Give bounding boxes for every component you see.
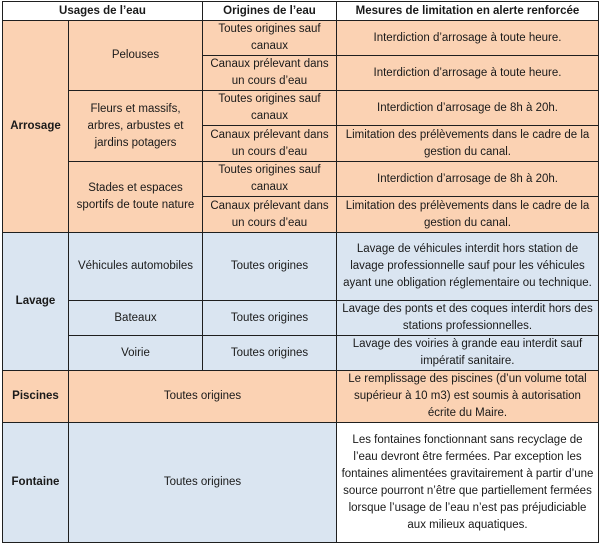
- mesure-cell: Interdiction d’arrosage à toute heure.: [337, 21, 599, 56]
- usage-fleurs: Fleurs et massifs, arbres, arbustes et jardins potagers: [69, 91, 203, 162]
- mesure-cell: Les fontaines fonctionnant sans recyclage de l’eau devront être fermées. Par exception les fontaines alimentées gravitairement à partir d’une source pourront n’être que partiellement fermées lorsque l’usage de l’eau n’est pas préjudiciable aux milieux aquatiques.: [337, 423, 599, 543]
- mesure-cell: Interdiction d’arrosage de 8h à 20h.: [337, 91, 599, 126]
- header-mesures: Mesures de limitation en alerte renforcée: [337, 2, 599, 21]
- category-arrosage: Arrosage: [3, 21, 69, 233]
- origine-cell: Canaux prélevant dans un cours d’eau: [203, 197, 337, 233]
- mesure-cell: Limitation des prélèvements dans le cadre de la gestion du canal.: [337, 126, 599, 162]
- origine-cell: Toutes origines sauf canaux: [203, 162, 337, 197]
- origine-cell: Toutes origines sauf canaux: [203, 91, 337, 126]
- mesure-cell: Interdiction d’arrosage de 8h à 20h.: [337, 162, 599, 197]
- usage-pelouses: Pelouses: [69, 21, 203, 91]
- mesure-cell: Lavage de véhicules interdit hors station de lavage professionnelle sauf pour les véhicules ayant une obligation réglementaire ou technique.: [337, 233, 599, 301]
- category-fontaine: Fontaine: [3, 423, 69, 543]
- mesure-cell: Lavage des voiries à grande eau interdit sauf impératif sanitaire.: [337, 336, 599, 371]
- header-row: [3, 2, 599, 21]
- origine-cell: Canaux prélevant dans un cours d’eau: [203, 56, 337, 91]
- mesure-cell: Interdiction d’arrosage à toute heure.: [337, 56, 599, 91]
- table-row: [3, 91, 599, 126]
- table-row: [3, 162, 599, 197]
- origine-cell: Canaux prélevant dans un cours d’eau: [203, 126, 337, 162]
- table-row: [3, 336, 599, 371]
- usage-vehicules: Véhicules automobiles: [69, 233, 203, 301]
- header-usages: Usages de l’eau: [3, 2, 203, 21]
- origine-cell: Toutes origines: [69, 371, 337, 423]
- category-piscines: Piscines: [3, 371, 69, 423]
- water-restrictions-table: [2, 1, 599, 543]
- usage-stades: Stades et espaces sportifs de toute nature: [69, 162, 203, 233]
- usage-voirie: Voirie: [69, 336, 203, 371]
- table-row: [3, 301, 599, 336]
- table-row: [3, 21, 599, 56]
- origine-cell: Toutes origines: [203, 336, 337, 371]
- table-row: [3, 233, 599, 301]
- category-lavage: Lavage: [3, 233, 69, 371]
- header-origines: Origines de l’eau: [203, 2, 337, 21]
- mesure-cell: Le remplissage des piscines (d’un volume total supérieur à 10 m3) est soumis à autorisation écrite du Maire.: [337, 371, 599, 423]
- table-row: [3, 371, 599, 423]
- mesure-cell: Limitation des prélèvements dans le cadre de la gestion du canal.: [337, 197, 599, 233]
- origine-cell: Toutes origines: [203, 233, 337, 301]
- usage-bateaux: Bateaux: [69, 301, 203, 336]
- mesure-cell: Lavage des ponts et des coques interdit hors des stations professionnelles.: [337, 301, 599, 336]
- origine-cell: Toutes origines sauf canaux: [203, 21, 337, 56]
- origine-cell: Toutes origines: [69, 423, 337, 543]
- table-row: [3, 423, 599, 543]
- origine-cell: Toutes origines: [203, 301, 337, 336]
